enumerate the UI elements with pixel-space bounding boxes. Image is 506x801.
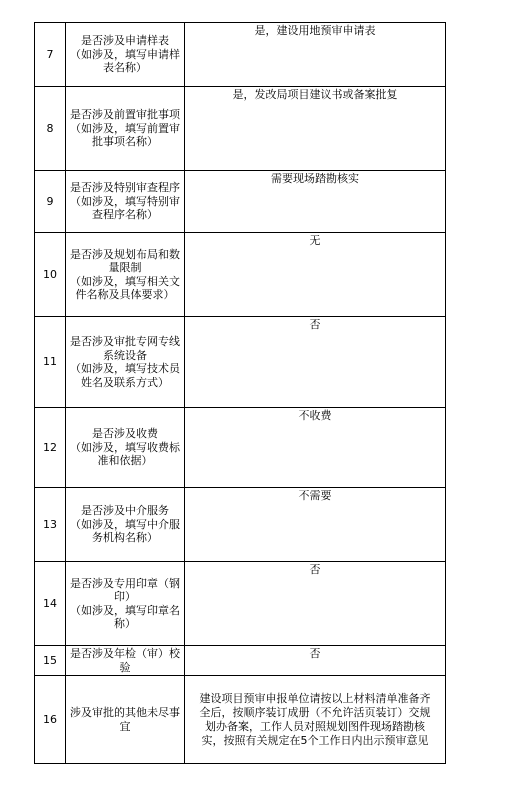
item-label-line: 称） <box>114 617 136 630</box>
table-row <box>35 646 446 676</box>
item-label-line: 是否涉及申请样表 <box>81 34 169 48</box>
row-number: 9 <box>35 171 66 233</box>
item-answer <box>185 23 446 87</box>
item-label-line: （如涉及，填写相关文 <box>70 274 180 288</box>
item-label-line: 是否涉及专用印章（钢 <box>70 576 180 590</box>
item-label-line: 宜 <box>119 719 131 733</box>
item-answer <box>185 171 446 233</box>
item-label-line: 系统设备 <box>103 348 147 362</box>
item-answer <box>185 676 446 764</box>
row-number: 14 <box>35 562 66 646</box>
item-answer-line: 是，建设用地预审申请表 <box>254 24 376 37</box>
item-label-line: 是否涉及年检（审）校 <box>70 647 180 660</box>
item-label-line: （如涉及，填写特别审 <box>70 194 180 208</box>
item-answer <box>185 646 446 676</box>
item-label-line: （如涉及，填写中介服 <box>70 517 180 531</box>
table-row <box>35 317 446 408</box>
item-label-line: 印） <box>114 590 136 603</box>
item-label-line: 表名称） <box>103 61 147 75</box>
item-answer <box>185 562 446 646</box>
item-answer <box>185 233 446 317</box>
item-label <box>66 408 185 488</box>
row-number: 12 <box>35 408 66 488</box>
item-label-line: 查程序名称） <box>92 208 158 222</box>
item-label <box>66 233 185 317</box>
item-answer-line: 无 <box>309 234 321 247</box>
item-answer-line: 否 <box>309 563 321 576</box>
table-row <box>35 171 446 233</box>
row-number: 8 <box>35 87 66 171</box>
item-label <box>66 676 185 764</box>
item-label <box>66 87 185 171</box>
table-row <box>35 562 446 646</box>
item-label-line: （如涉及，填写前置审 <box>70 121 180 135</box>
item-label-line: 验 <box>119 660 131 674</box>
table-row <box>35 488 446 562</box>
item-label-line: 件名称及具体要求） <box>75 288 175 301</box>
table-row <box>35 676 446 764</box>
item-label-line: 是否涉及收费 <box>92 427 158 441</box>
item-answer-line: 否 <box>309 647 321 660</box>
table-row <box>35 23 446 87</box>
item-label-line: 务机构名称） <box>92 531 158 545</box>
item-label-line: （如涉及，填写收费标 <box>70 440 180 454</box>
item-label-line: 涉及审批的其他未尽事 <box>70 706 180 719</box>
item-label-line: 姓名及联系方式） <box>81 375 169 389</box>
item-label-line: 准和依据） <box>97 454 153 468</box>
item-label-line: （如涉及，填写印章名 <box>70 603 180 617</box>
table-row <box>35 408 446 488</box>
row-number: 11 <box>35 317 66 408</box>
item-label <box>66 562 185 646</box>
item-label-line: （如涉及，填写申请样 <box>70 47 180 61</box>
item-label-line: 是否涉及审批专网专线 <box>70 335 180 348</box>
item-answer-line: 全后，按顺序装订成册（不允许活页装订）交规 <box>199 705 431 719</box>
item-answer-line: 划办备案，工作人员对照规划图件现场踏勘核 <box>205 719 425 733</box>
item-answer-line: 是，发改局项目建议书或备案批复 <box>232 88 398 101</box>
item-label <box>66 317 185 408</box>
item-label-line: 是否涉及特别审查程序 <box>70 181 180 195</box>
row-number: 13 <box>35 488 66 562</box>
table-body <box>35 23 446 764</box>
row-number: 16 <box>35 676 66 764</box>
item-label-line: （如涉及，填写技术员 <box>70 362 180 375</box>
item-answer-line: 不需要 <box>298 489 332 502</box>
item-label-line: 是否涉及中介服务 <box>81 504 169 518</box>
item-answer-line: 否 <box>309 318 321 331</box>
item-answer-line: 需要现场踏勘核实 <box>271 172 359 185</box>
table-row <box>35 87 446 171</box>
item-answer <box>185 317 446 408</box>
item-label <box>66 488 185 562</box>
table-row <box>35 233 446 317</box>
item-answer-line: 实，按照有关规定在5个工作日内出示预审意见 <box>201 733 429 747</box>
item-label-line: 是否涉及规划布局和数 <box>70 247 180 261</box>
item-label-line: 是否涉及前置审批事项 <box>70 108 180 122</box>
item-label-line: 量限制 <box>108 261 142 274</box>
item-answer <box>185 488 446 562</box>
item-answer-line: 建设项目预审申报单位请按以上材料清单准备齐 <box>199 691 431 705</box>
item-label <box>66 646 185 676</box>
application-info-table <box>34 22 446 764</box>
row-number: 10 <box>35 233 66 317</box>
item-label-line: 批事项名称） <box>92 135 158 149</box>
row-number: 7 <box>35 23 66 87</box>
item-answer-line: 不收费 <box>298 409 332 422</box>
item-answer <box>185 87 446 171</box>
item-answer <box>185 408 446 488</box>
row-number: 15 <box>35 646 66 676</box>
item-label <box>66 23 185 87</box>
item-label <box>66 171 185 233</box>
